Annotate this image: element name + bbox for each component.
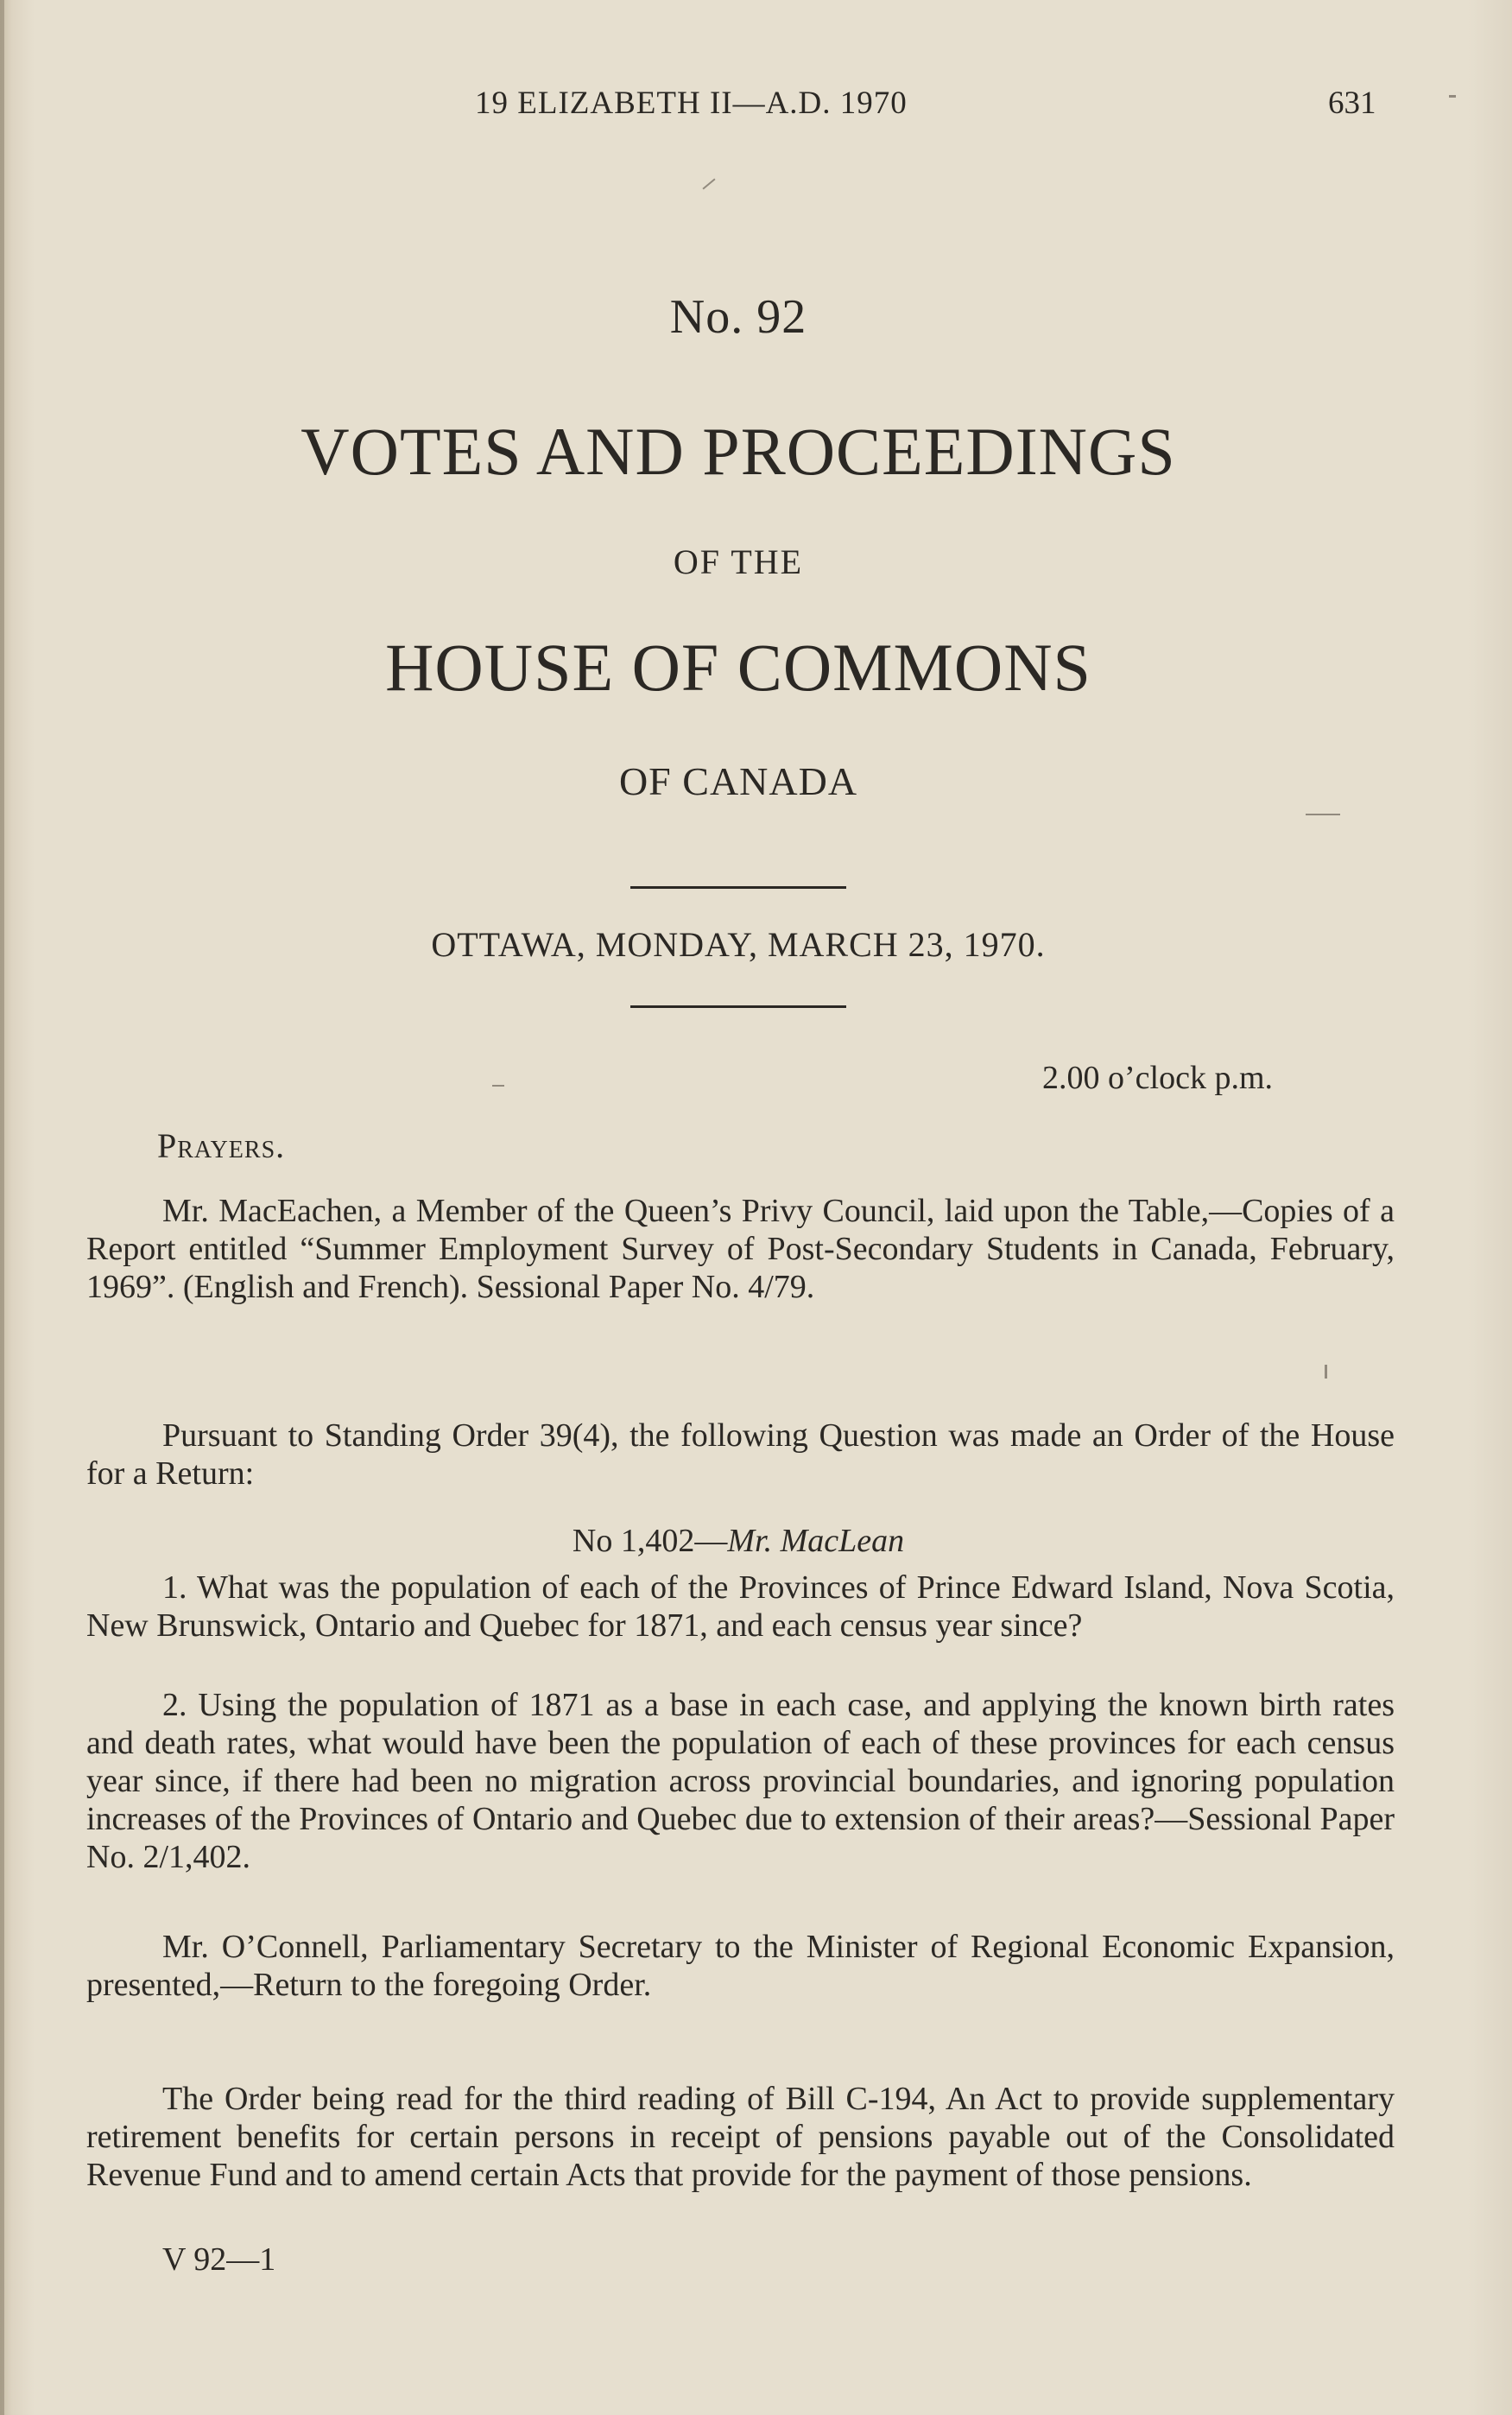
paper-speck [1306,814,1340,815]
tabling-paragraph [86,1192,1395,1306]
paper-speck [1325,1365,1327,1379]
bill-paragraph [86,2080,1395,2194]
page-number: 631 [1328,86,1376,121]
question-part-1 [86,1569,1395,1645]
question-member: Mr. MacLean [727,1523,905,1559]
title-connector: OF THE [673,542,804,581]
sitting-time: 2.00 o’clock p.m. [1042,1060,1274,1096]
question-number: No 1,402— [572,1523,728,1559]
page-edge [0,0,4,2415]
tabling-text: Mr. MacEachen, a Member of the Queen’s Privy Council, laid upon the Table,—Copies of a Report entitled “Summer Employment Survey of Post-Secondary Students in Canada, February, 1969”. (English and French). Sessional Paper No. 4/79. [86,1193,1395,1305]
prayers-heading: Prayers. [157,1126,286,1165]
running-head: 19 ELIZABETH II—A.D. 1970 [475,86,908,121]
dateline: OTTAWA, MONDAY, MARCH 23, 1970. [431,925,1046,964]
question-part-2-text: 2. Using the population of 1871 as a base in each case, and applying the known birth rates and death rates, what would have been the population of each of these provinces for each census year since, if there had been no migration across provincial boundaries, and ignoring population increases of the Provinces of Ontario and Quebec due to extension of their areas?—Sessional Paper No. 2/1,402. [86,1687,1395,1875]
paper-speck [702,178,715,189]
document-title: VOTES AND PROCEEDINGS [301,414,1176,489]
signature-mark: V 92—1 [162,2241,276,2278]
country-title: OF CANADA [618,759,858,803]
divider-rule-top [630,886,846,889]
question-part-1-text: 1. What was the population of each of the Provinces of Prince Edward Island, Nova Scotia, New Brunswick, Ontario and Quebec for 1871, and each census year since? [86,1569,1395,1644]
standing-order-text: Pursuant to Standing Order 39(4), the following Question was made an Order of the House for a Return: [86,1417,1395,1492]
divider-rule-bottom [630,1005,846,1008]
paper-speck [1449,95,1456,98]
bill-text: The Order being read for the third reading of Bill C-194, An Act to provide supplementary retirement benefits for certain persons in receipt of pensions payable out of the Consolidated Revenue Fund and to amend certain Acts that provide for the payment of those pensions. [86,2081,1395,2193]
paper-speck [492,1085,504,1087]
issue-number: No. 92 [669,290,807,344]
standing-order-paragraph [86,1417,1395,1493]
house-title: HOUSE OF COMMONS [385,630,1091,705]
return-text: Mr. O’Connell, Parliamentary Secretary to the Minister of Regional Economic Expansion, presented,—Return to the foregoing Order. [86,1929,1395,2003]
question-part-2 [86,1686,1395,1876]
question-heading [0,1522,1477,1560]
return-paragraph [86,1928,1395,2004]
